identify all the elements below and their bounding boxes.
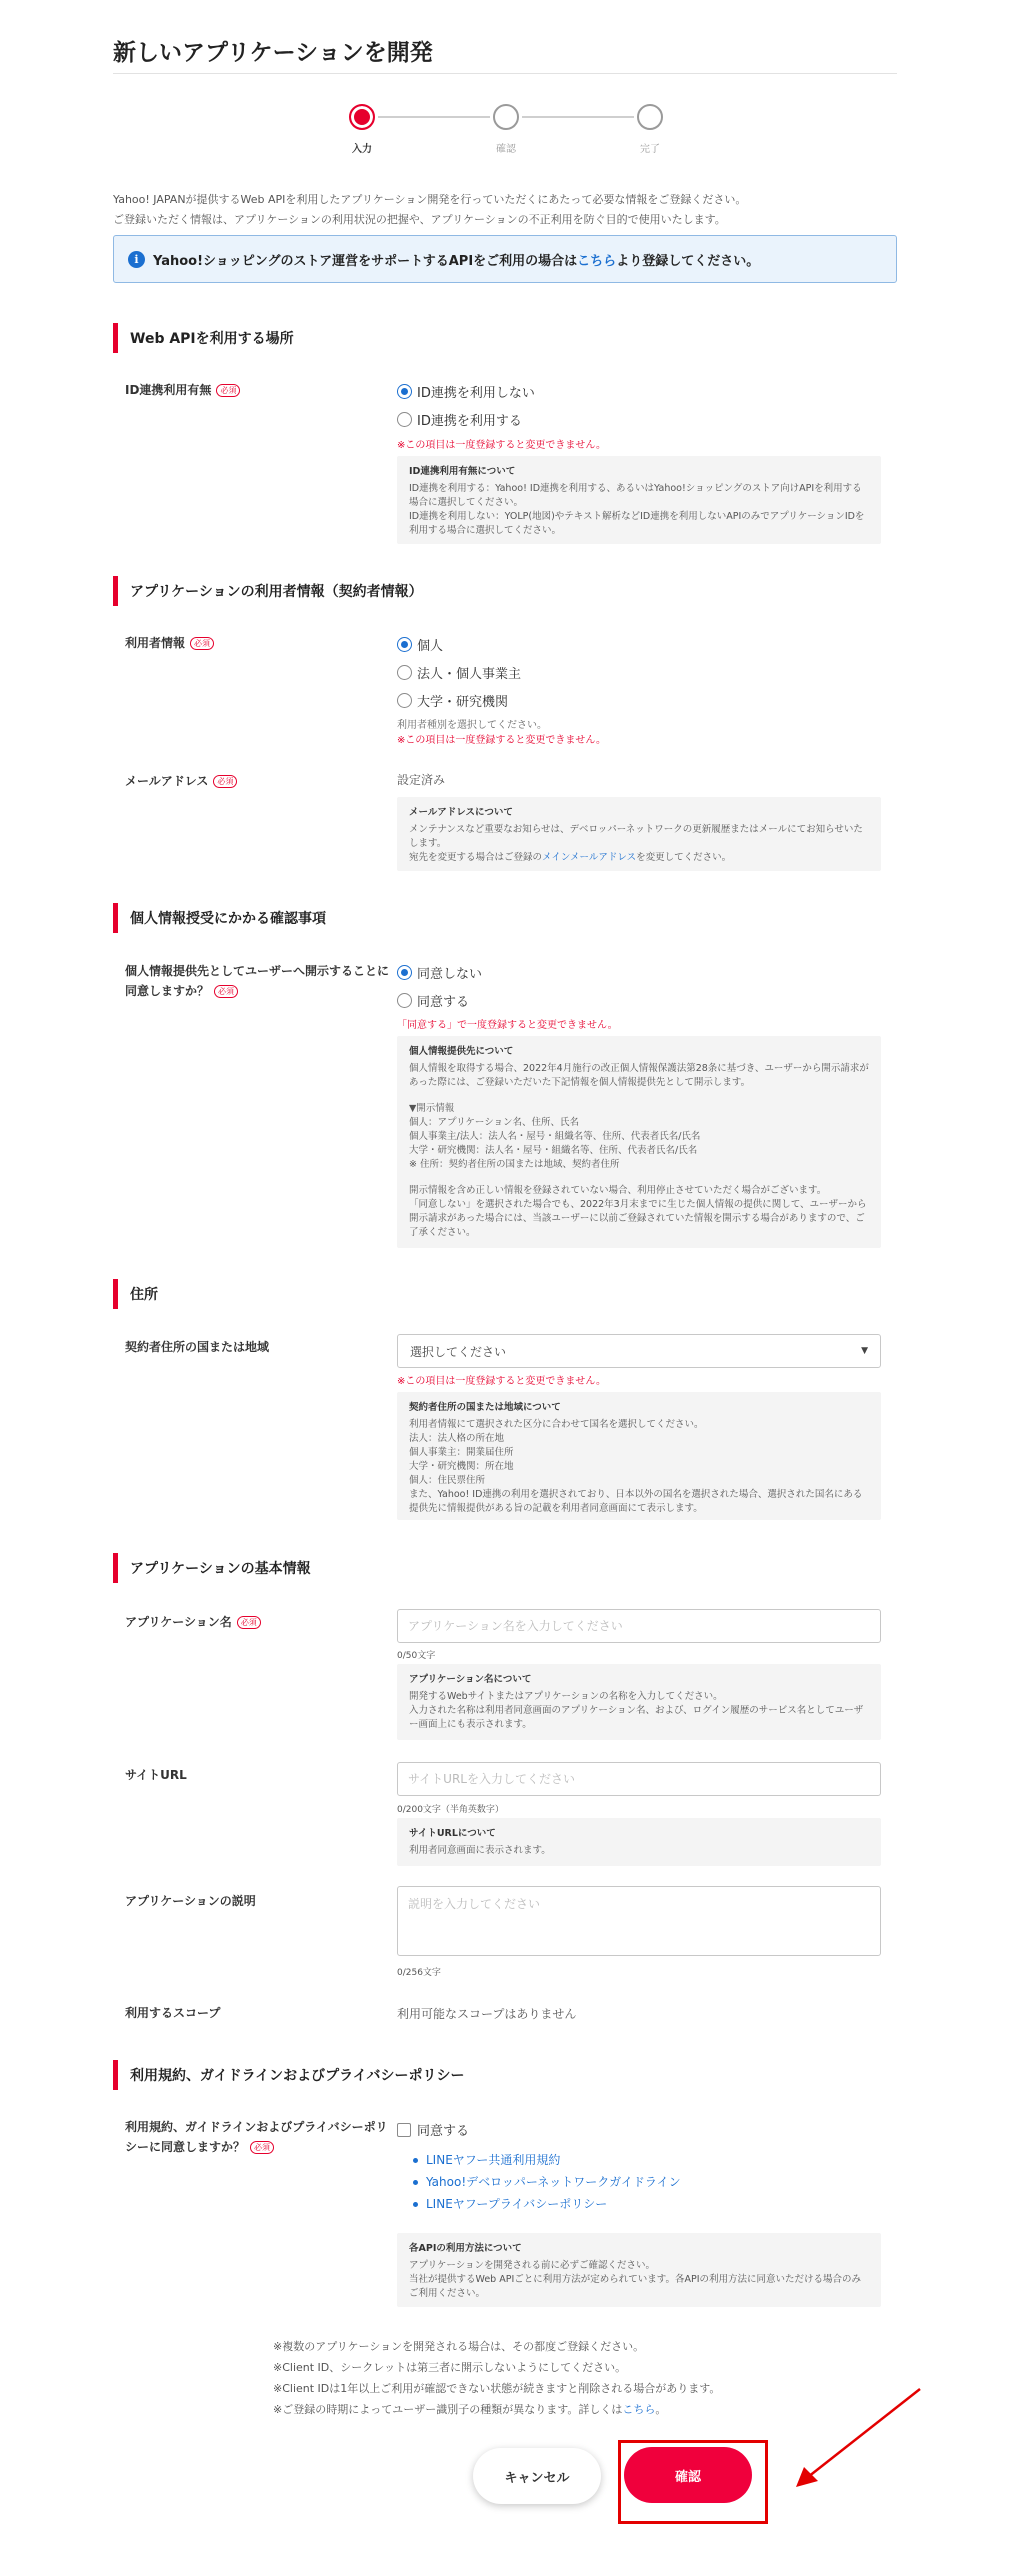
info-icon: i [128, 251, 145, 268]
select-value: 選択してください [410, 1344, 507, 1359]
bullet-icon [413, 2180, 418, 2185]
info-box-text: 開発するWebサイトまたはアプリケーションの名称を入力してください。 入力された名称は利用者同意画面のアプリケーション名、および、ログイン履歴のサービス名としてユーザー画面上にも表示されます。 [409, 1691, 864, 1730]
required-badge: 必須 [250, 2141, 274, 2154]
info-box-text: メンテナンスなど重要なお知らせは、デベロッパーネットワークの更新履歴またはメールにてお知らせいたします。 [409, 824, 863, 849]
field-label-app-description: アプリケーションの説明 [125, 1894, 256, 1908]
required-badge: 必須 [213, 775, 237, 788]
step-connector [378, 116, 490, 118]
radio-label: ID連携を利用しない [417, 386, 535, 401]
notice-text: Yahoo!ショッピングのストア運営をサポートするAPIをご利用の場合は [153, 253, 578, 269]
info-box-title: 契約者住所の国または地域について [409, 1402, 561, 1413]
field-label-disclosure [125, 961, 390, 1001]
radio-label: 同意しない [417, 967, 483, 982]
terms-link-list [413, 2149, 681, 2215]
required-badge: 必須 [216, 384, 240, 397]
developer-guideline-link[interactable]: Yahoo!デベロッパーネットワークガイドライン [426, 2175, 681, 2189]
step-dot-confirm [493, 104, 519, 130]
site-url-input[interactable] [397, 1762, 881, 1796]
intro-text [113, 190, 746, 230]
info-box-id-link [397, 456, 881, 544]
step-label-confirm: 確認 [496, 144, 516, 155]
radio-label: 大学・研究機関 [417, 695, 509, 710]
required-badge: 必須 [237, 1616, 261, 1629]
radio-id-link-off[interactable] [397, 382, 535, 401]
section-heading-address: 住所 [113, 1279, 158, 1309]
field-label-terms [125, 2117, 390, 2157]
warning-text: ※この項目は一度登録すると変更できません。 [397, 440, 606, 451]
step-dot-complete [637, 104, 663, 130]
radio-id-link-on[interactable] [397, 410, 522, 429]
shopping-notice [113, 235, 897, 283]
bullet-icon [413, 2158, 418, 2163]
warning-text: ※この項目は一度登録すると変更できません。 [397, 735, 606, 746]
field-label-scope: 利用するスコープ [125, 2006, 221, 2020]
arrow-head [796, 2467, 818, 2487]
bullet-icon [413, 2202, 418, 2207]
label-text: 利用者情報 [125, 636, 186, 650]
note-line: ※複数のアプリケーションを開発される場合は、その都度ご登録ください。 [273, 2340, 645, 2353]
list-item [413, 2149, 681, 2171]
note-line: ※Client ID、シークレットは第三者に開示しないようにしてください。 [273, 2361, 627, 2374]
info-box-title: メールアドレスについて [409, 807, 513, 818]
title-divider [113, 73, 897, 74]
radio-disclosure-disagree[interactable] [397, 963, 482, 982]
notice-link[interactable]: こちら [577, 253, 617, 269]
checkbox-icon[interactable] [397, 2123, 411, 2137]
cancel-button[interactable]: キャンセル [473, 2448, 601, 2504]
field-label-app-name [125, 1612, 390, 1632]
info-box-text: 利用者同意画面に表示されます。 [409, 1845, 551, 1856]
warning-text: ※この項目は一度登録すると変更できません。 [397, 1376, 606, 1387]
radio-icon[interactable] [397, 693, 412, 708]
section-heading-terms: 利用規約、ガイドラインおよびプライバシーポリシー [113, 2060, 464, 2090]
label-text: アプリケーション名 [125, 1615, 232, 1629]
section-heading-user: アプリケーションの利用者情報（契約者情報） [113, 576, 423, 606]
radio-selected-icon[interactable] [397, 384, 412, 399]
info-box-title: アプリケーション名について [409, 1674, 532, 1685]
info-box-text: ID連携を利用する：Yahoo! ID連携を利用する、あるいはYahoo!ショッピングのストア向けAPIを利用する場合に選択してください。 ID連携を利用しない：YOLP(地図)やテキスト解析などID連携を利用しないAPIのみでアプリケーションIDを利用する場合に選択してください。 [409, 483, 865, 536]
info-box-title: 各APIの利用方法について [409, 2243, 522, 2254]
privacy-policy-link[interactable]: LINEヤフープライバシーポリシー [426, 2197, 608, 2211]
info-box-text: 開示情報を含め正しい情報を登録されていない場合、利用停止させていただく場合がございます。 「同意しない」を選択された場合でも、2022年3月末までに生じた個人情報の提供に関して、ユーザーから開示請求があった場合には、当該ユーザーに以前ご登録されていた情報を開示する場合がありますので、ご了承ください。 [409, 1185, 867, 1238]
terms-agree-checkbox[interactable] [397, 2120, 469, 2139]
required-badge: 必須 [190, 637, 214, 650]
step-dot-input [349, 104, 375, 130]
info-box-site-url [397, 1818, 881, 1866]
char-counter: 0/200文字（半角英数字） [397, 1805, 504, 1815]
info-box-title: ID連携利用有無について [409, 466, 516, 477]
checkbox-label: 同意する [417, 2124, 470, 2139]
label-text: 個人情報提供先としてユーザーへ開示することに同意しますか？ [125, 964, 390, 998]
required-badge: 必須 [214, 985, 238, 998]
label-text: メールアドレス [125, 774, 209, 788]
field-label-site-url: サイトURL [125, 1768, 187, 1782]
info-box-text: 個人情報を取得する場合、2022年4月施行の改正個人情報保護法第28条に基づき、ユーザーから開示請求があった際には、ご登録いただいた下記情報を個人情報提供先として開示します。 [409, 1063, 869, 1088]
section-heading-basic: アプリケーションの基本情報 [113, 1553, 311, 1583]
info-box-privacy [397, 1036, 881, 1248]
info-box-text: ▼開示情報 個人：アプリケーション名、住所、氏名 個人事業主/法人：法人名・屋号・組織名等、住所、代表者氏名/氏名 大学・研究機関：法人名・屋号・組織名等、住所、代表者氏名/氏名 ※ 住所：契約者住所の国または地域、契約者住所 [409, 1103, 701, 1170]
field-label-user-type [125, 633, 390, 653]
info-box-text: 利用者情報にて選択された区分に合わせて国名を選択してください。 法人：法人格の所在地 個人事業主：開業届住所 大学・研究機関：所在地 個人：住民票住所 また、Yahoo! ID連携の利用を選択されており、日本以外の国名を選択された場合、選択された国名にある提供先に情報提供がある旨の記載を利用者同意画面にて表示します。 [409, 1419, 863, 1514]
confirm-button[interactable]: 確認 [624, 2447, 752, 2503]
radio-label: 法人・個人事業主 [417, 667, 522, 682]
radio-label: ID連携を利用する [417, 414, 522, 429]
radio-selected-icon[interactable] [397, 965, 412, 980]
info-box-title: サイトURLについて [409, 1828, 496, 1839]
scope-value: 利用可能なスコープはありません [397, 2007, 577, 2021]
list-item [413, 2171, 681, 2193]
radio-label: 同意する [417, 995, 470, 1010]
label-text: ID連携利用有無 [125, 383, 212, 397]
intro-line: ご登録いただく情報は、アプリケーションの利用状況の把握や、アプリケーションの不正利用を防ぐ目的で使用いたします。 [113, 213, 726, 226]
radio-label: 個人 [417, 639, 444, 654]
country-select[interactable] [397, 1334, 881, 1368]
arrow-shaft [808, 2389, 920, 2477]
step-label-complete: 完了 [640, 144, 660, 155]
info-box-text: アプリケーションを開発される前に必ずご確認ください。 当社が提供するWeb APIごとに利用方法が定められています。各APIの利用方法に同意いただける場合のみご利用ください。 [409, 2260, 862, 2299]
intro-line: Yahoo! JAPANが提供するWeb APIを利用したアプリケーション開発を行っていただくにあたって必要な情報をご登録ください。 [113, 193, 747, 206]
info-box-app-name [397, 1664, 881, 1740]
page-title: 新しいアプリケーションを開発 [113, 40, 433, 66]
char-counter: 0/50文字 [397, 1651, 436, 1661]
section-heading-privacy: 個人情報授受にかかる確認事項 [113, 903, 326, 933]
note-line [273, 2399, 720, 2420]
info-box-country [397, 1392, 881, 1520]
note-text: 。 [655, 2403, 667, 2416]
label-text: 利用規約、ガイドラインおよびプライバシーポリシーに同意しますか？ [125, 2120, 388, 2154]
radio-user-individual[interactable] [397, 635, 443, 654]
radio-icon[interactable] [397, 665, 412, 680]
step-connector [522, 116, 634, 118]
info-box-api-usage [397, 2233, 881, 2307]
list-item [413, 2193, 681, 2215]
radio-selected-icon[interactable] [397, 637, 412, 652]
radio-disclosure-agree[interactable] [397, 991, 469, 1010]
info-box-email [397, 797, 881, 871]
email-status: 設定済み [397, 773, 446, 787]
note-text: ※ご登録の時期によってユーザー識別子の種類が異なります。詳しくは [273, 2403, 623, 2416]
user-identifier-link[interactable]: こちら [622, 2403, 656, 2416]
radio-icon[interactable] [397, 993, 412, 1008]
line-yahoo-terms-link[interactable]: LINEヤフー共通利用規約 [426, 2153, 561, 2167]
warning-text: 「同意する」で一度登録すると変更できません。 [397, 1020, 618, 1031]
radio-icon[interactable] [397, 412, 412, 427]
step-label-input: 入力 [352, 144, 372, 155]
note-line: ※Client IDは1年以上ご利用が確認できない状態が続きますと削除される場合があります。 [273, 2382, 721, 2395]
footer-notes [273, 2336, 720, 2420]
app-description-textarea[interactable] [397, 1886, 881, 1956]
radio-user-university[interactable] [397, 691, 508, 710]
section-heading-webapi: Web APIを利用する場所 [113, 323, 294, 353]
field-label-id-link [125, 380, 390, 400]
hint-text: 利用者種別を選択してください。 [397, 720, 547, 731]
char-counter: 0/256文字 [397, 1968, 441, 1978]
info-box-text: を変更してください。 [636, 852, 732, 863]
info-box-title: 個人情報提供先について [409, 1046, 514, 1057]
field-label-country: 契約者住所の国または地域 [125, 1340, 270, 1354]
field-label-email [125, 771, 390, 791]
info-box-text: 宛先を変更する場合はご登録の [409, 852, 543, 863]
annotation-arrow-icon [788, 2385, 928, 2495]
notice-text-end: より登録してください。 [616, 253, 760, 269]
main-email-link[interactable]: メインメールアドレス [542, 852, 637, 863]
radio-user-corporate[interactable] [397, 663, 521, 682]
app-name-input[interactable] [397, 1609, 881, 1643]
chevron-down-icon: ▼ [861, 1346, 868, 1356]
progress-stepper [346, 102, 666, 162]
